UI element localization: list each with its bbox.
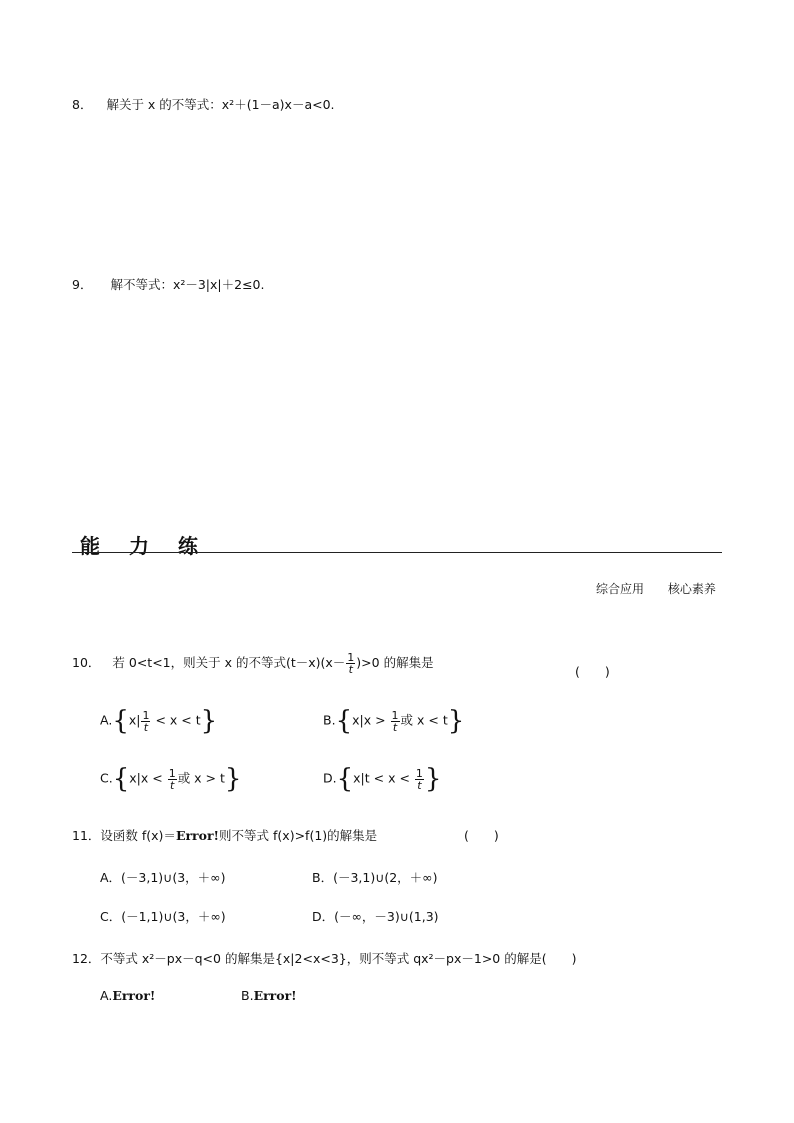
error-text: Error! bbox=[253, 988, 297, 1003]
option-a: A．(－3,1)∪(3，＋∞) bbox=[100, 870, 226, 885]
question-8 bbox=[72, 95, 335, 113]
question-number: 11． bbox=[72, 828, 101, 843]
section-tag: 综合应用 bbox=[596, 582, 645, 596]
section-tag: 核心素养 bbox=[667, 582, 716, 596]
error-text: Error! bbox=[175, 828, 220, 843]
error-text: Error! bbox=[112, 988, 156, 1003]
question-12 bbox=[72, 949, 576, 967]
question-number: 12． bbox=[72, 951, 101, 966]
question-stem: 若 0<t<1，则关于 x 的不等式(t－x)(x－ bbox=[112, 655, 346, 670]
option-d: D.{x|t < x < $\frac{1}{t}$ } bbox=[323, 764, 442, 794]
answer-paren: ( ) bbox=[464, 828, 499, 843]
option-c: C．(－1,1)∪(3，＋∞) bbox=[100, 909, 226, 924]
section-title-char: 练 bbox=[177, 534, 198, 558]
question-text: 不等式 x²－px－q<0 的解集是{x|2<x<3}，则不等式 qx²－px－1>0 的解是( ) bbox=[100, 951, 577, 966]
option-a: A.{x| $\frac{1}{t}$ < x < t} bbox=[100, 706, 218, 736]
option-b: B.Error! bbox=[241, 988, 297, 1003]
question-text: 解不等式：x²－3|x|＋2≤0. bbox=[110, 277, 265, 292]
section-title-char: 能 bbox=[80, 534, 100, 558]
option-a: A.Error! bbox=[100, 988, 156, 1003]
answer-paren: ( ) bbox=[575, 664, 610, 679]
question-number: 9． bbox=[72, 277, 93, 292]
option-b: B.{x|x > $\frac{1}{t}$ 或 x < t} bbox=[323, 706, 465, 736]
question-number: 8． bbox=[72, 97, 93, 112]
option-d: D．(－∞，－3)∪(1,3) bbox=[312, 909, 439, 924]
question-9 bbox=[72, 275, 264, 293]
question-number: 10． bbox=[72, 655, 101, 670]
question-stem-end: )>0 的解集是 bbox=[356, 655, 434, 670]
option-c: C.{x|x < $\frac{1}{t}$ 或 x > t} bbox=[100, 764, 242, 794]
section-title bbox=[80, 530, 198, 559]
question-10 bbox=[72, 652, 434, 675]
question-text: 解关于 x 的不等式：x²＋(1－a)x－a<0. bbox=[106, 97, 335, 112]
section-title-char: 力 bbox=[128, 534, 149, 558]
fraction: $\frac{1}{t}$ bbox=[347, 651, 355, 676]
section-divider bbox=[72, 552, 722, 553]
section-tags bbox=[596, 580, 716, 597]
question-11: 11．设函数 f(x)＝Error!则不等式 f(x)>f(1)的解集是 bbox=[72, 828, 378, 843]
option-b: B．(－3,1)∪(2，＋∞) bbox=[312, 870, 438, 885]
